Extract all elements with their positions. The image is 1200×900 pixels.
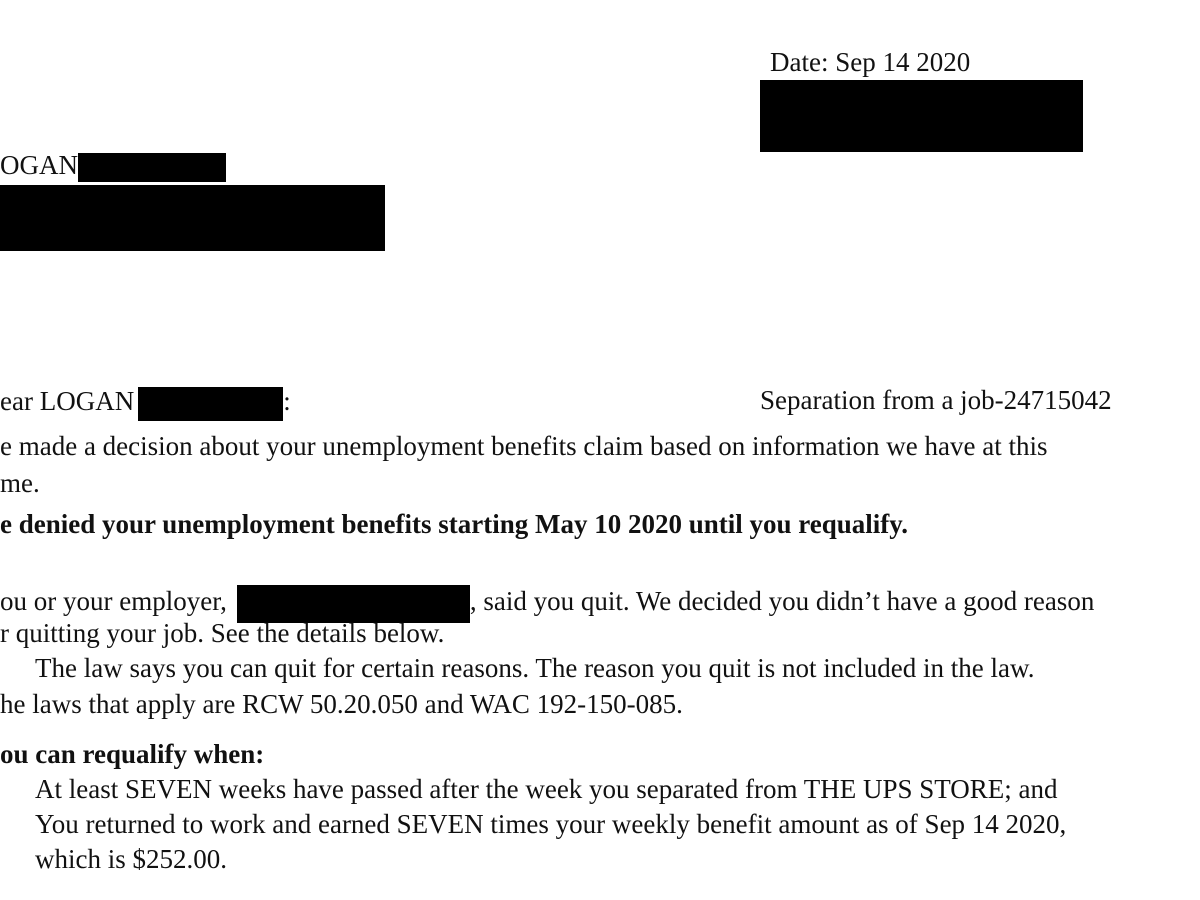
salutation-suffix: :	[283, 386, 291, 417]
requalify-item: You returned to work and earned SEVEN times your weekly benefit amount as of Sep 14 2020,	[35, 809, 1067, 839]
redacted-addressee-address	[0, 185, 385, 251]
reference-number: Separation from a job-24715042	[760, 385, 1112, 415]
addressee-name: OGAN	[0, 150, 78, 180]
requalify-item-continuation: which is $252.00.	[35, 844, 227, 874]
law-reason: The law says you can quit for certain reasons. The reason you quit is not included in the law.	[35, 653, 1035, 683]
quit-line-2: r quitting your job. See the details below.	[0, 618, 445, 648]
redacted-address-block	[760, 80, 1083, 152]
decision-line-1: e made a decision about your unemployment benefits claim based on information we have at this	[0, 431, 1048, 461]
decision-line-2: me.	[0, 468, 40, 498]
redacted-salutation-surname	[138, 387, 283, 421]
requalify-heading: ou can requalify when:	[0, 739, 265, 769]
letter-date: Date: Sep 14 2020	[770, 47, 971, 77]
quit-suffix: , said you quit. We decided you didn’t have a good reason	[469, 586, 1095, 617]
laws-apply: he laws that apply are RCW 50.20.050 and WAC 192-150-085.	[0, 689, 683, 719]
salutation	[0, 387, 291, 421]
salutation-prefix: ear LOGAN	[0, 386, 135, 417]
redacted-surname	[78, 153, 226, 182]
quit-prefix: ou or your employer,	[0, 586, 227, 617]
requalify-item: At least SEVEN weeks have passed after the week you separated from THE UPS STORE; and	[35, 774, 1058, 804]
denial-statement: e denied your unemployment benefits starting May 10 2020 until you requalify.	[0, 509, 909, 539]
addressee-line	[0, 152, 226, 182]
